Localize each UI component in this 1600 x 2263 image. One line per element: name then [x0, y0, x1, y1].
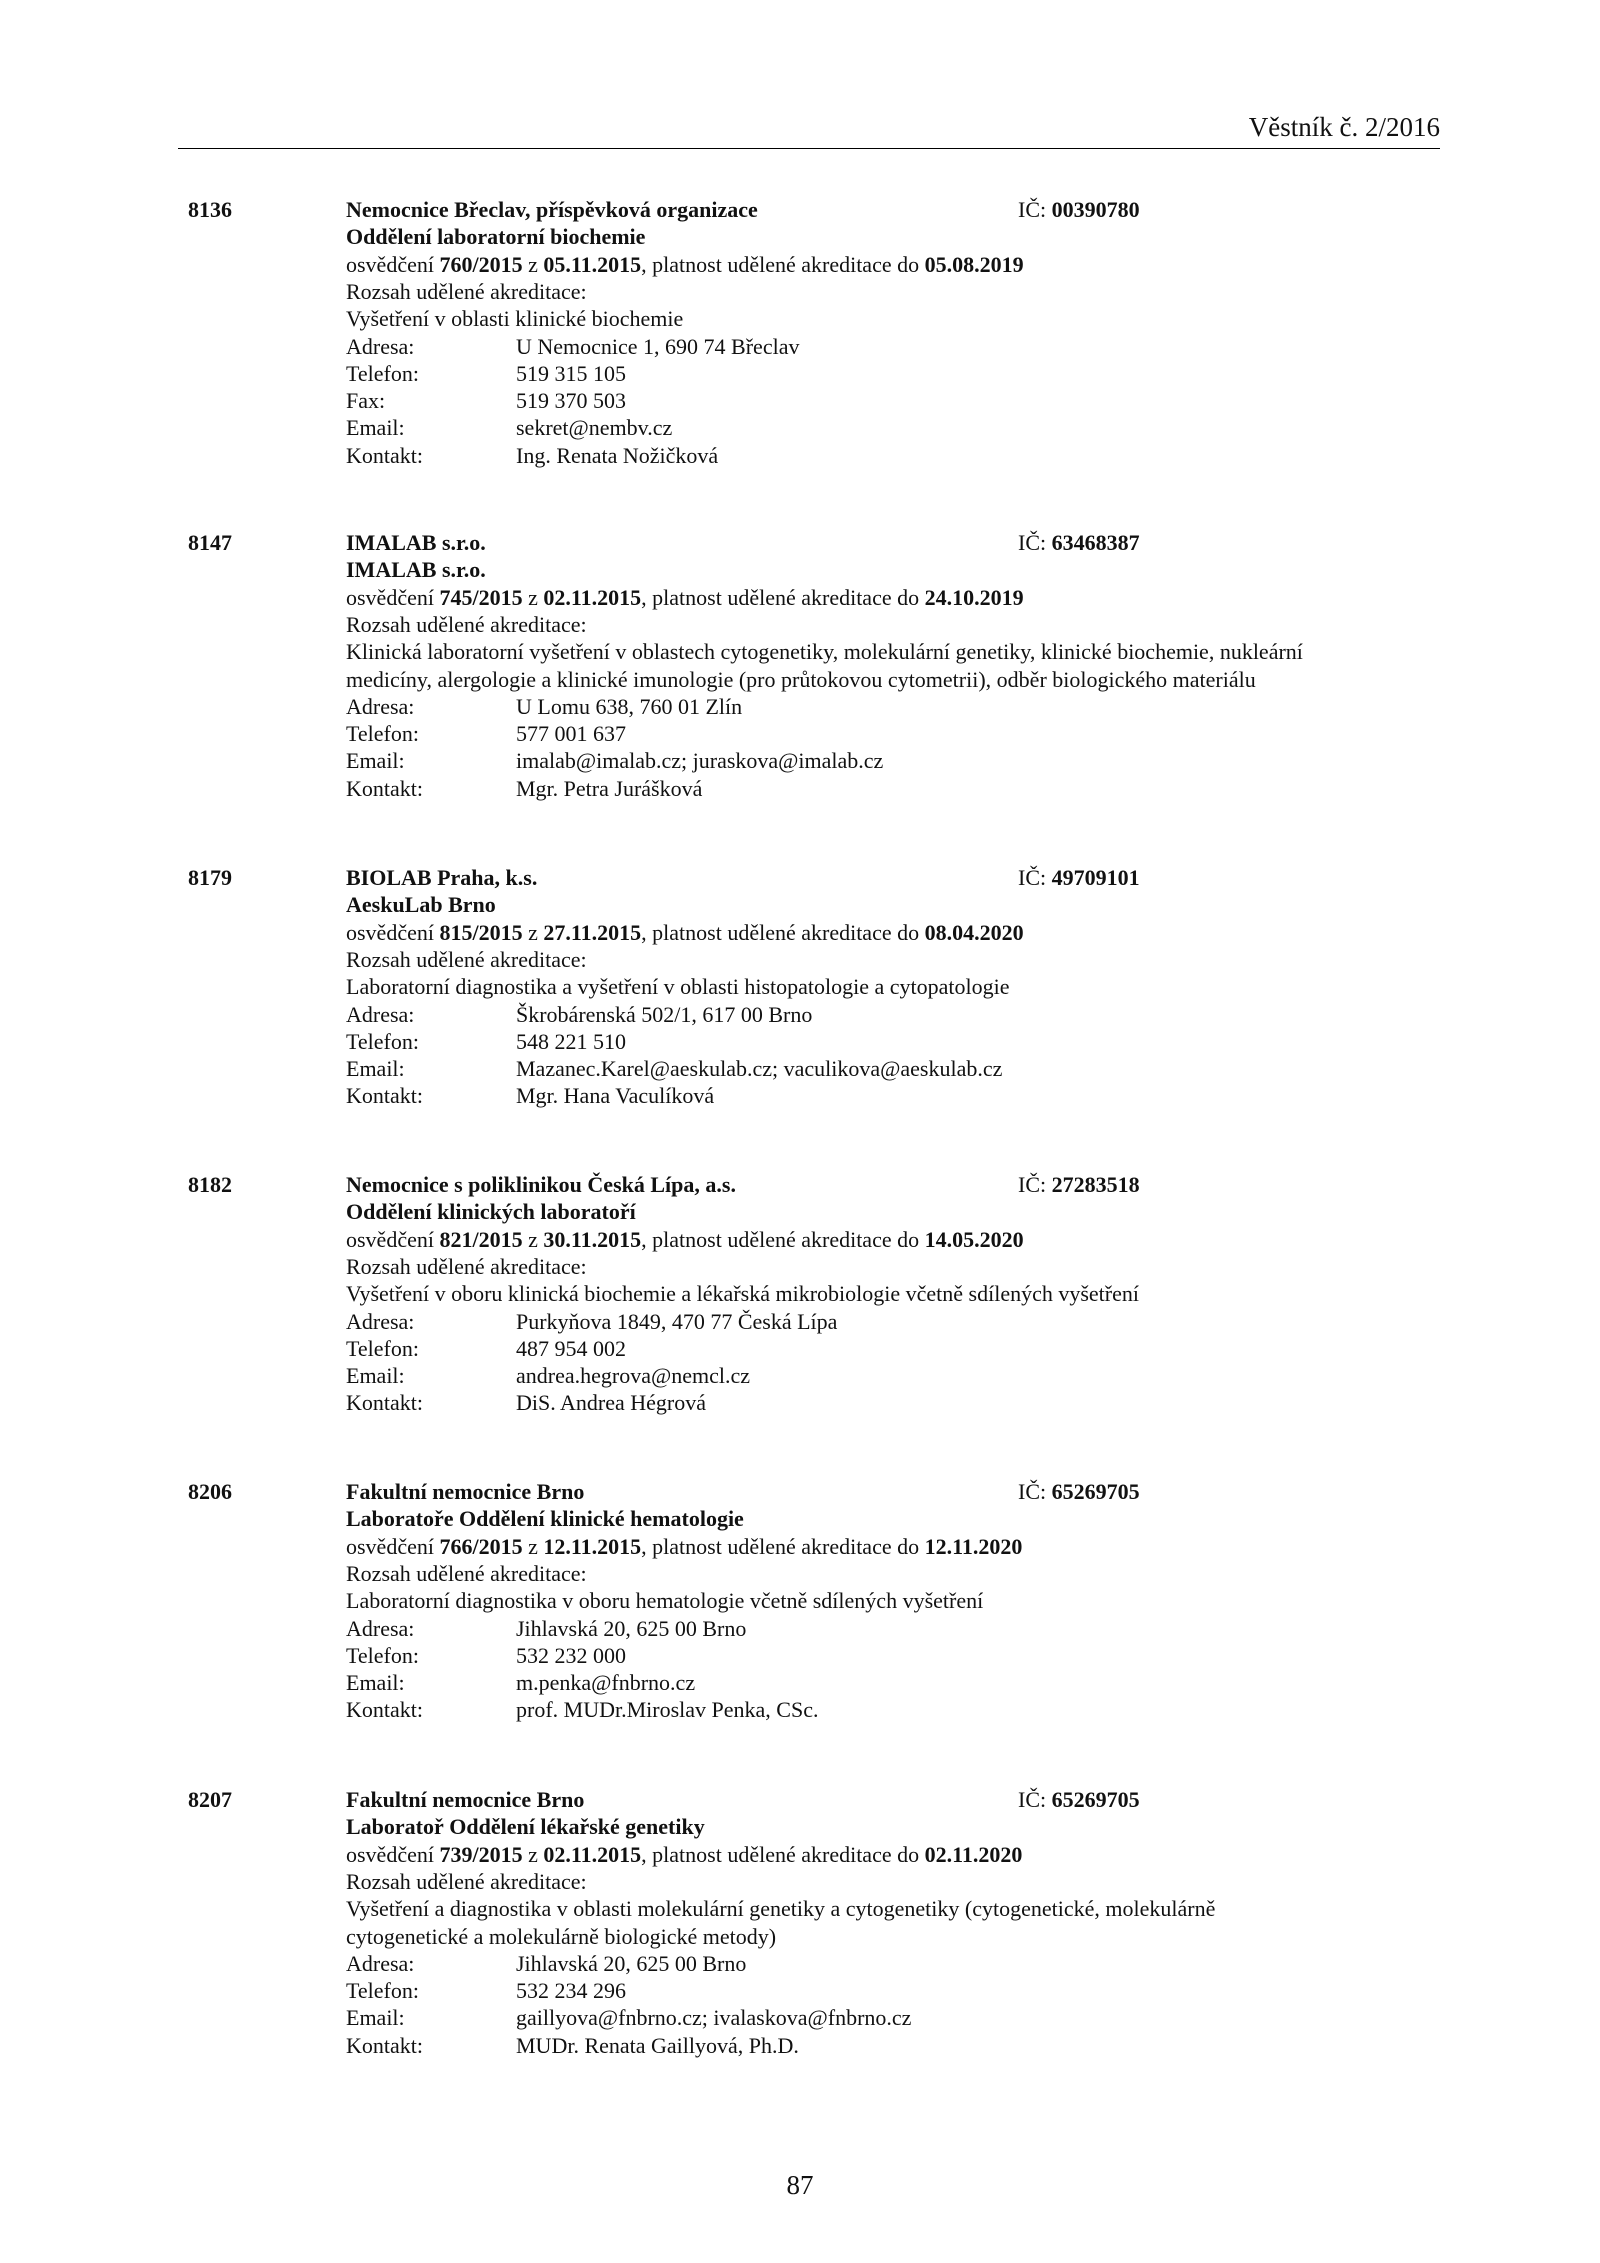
cert-number: 760/2015	[439, 251, 523, 277]
page-number: 87	[786, 2170, 814, 2200]
phone-row	[346, 720, 626, 747]
contact-value: Ing. Renata Nožičková	[516, 442, 719, 468]
ic-value: 65269705	[1051, 1479, 1140, 1504]
email-row	[346, 1055, 1002, 1082]
email-row	[346, 747, 883, 774]
contact-value: Mgr. Petra Jurášková	[516, 775, 703, 801]
department-text: AeskuLab Brno	[346, 892, 496, 918]
address-value: Jihlavská 20, 625 00 Brno	[516, 1950, 747, 1976]
scope-label	[346, 1868, 587, 1895]
contact-row	[346, 2032, 799, 2059]
cert-validity-label: , platnost udělené akreditace do	[641, 1533, 920, 1559]
phone-value: 532 234 296	[516, 1978, 626, 2004]
email-label: Email:	[346, 2005, 405, 2031]
entry-number: 8206	[188, 1479, 232, 1504]
ic-value: 49709101	[1051, 865, 1140, 890]
cert-number: 745/2015	[439, 584, 523, 610]
phone-value: 548 221 510	[516, 1028, 626, 1054]
ic-label: IČ:	[1018, 1172, 1047, 1197]
ic-label: IČ:	[1018, 197, 1047, 222]
scope-line: Laboratorní diagnostika a vyšetření v oblasti histopatologie a cytopatologie	[346, 974, 1010, 1000]
fax-row	[346, 387, 626, 414]
organization-name	[346, 1171, 736, 1198]
ic-label: IČ:	[1018, 1787, 1047, 1812]
ic-label: IČ:	[1018, 1479, 1047, 1504]
cert-z: z	[528, 251, 538, 277]
department-name	[346, 556, 486, 583]
address-row	[346, 1950, 746, 1977]
scope-label	[346, 278, 587, 305]
contact-label: Kontakt:	[346, 1390, 423, 1416]
cert-date: 12.11.2015	[543, 1533, 642, 1559]
cert-z: z	[528, 919, 538, 945]
phone-label: Telefon:	[346, 1028, 419, 1054]
address-label: Adresa:	[346, 1615, 415, 1641]
address-label: Adresa:	[346, 1308, 415, 1334]
address-value: U Lomu 638, 760 01 Zlín	[516, 693, 743, 719]
department-text: Laboratoř Oddělení lékařské genetiky	[346, 1814, 705, 1840]
contact-value: MUDr. Renata Gaillyová, Ph.D.	[516, 2032, 799, 2058]
phone-row	[346, 1335, 626, 1362]
cert-prefix: osvědčení	[346, 1841, 434, 1867]
ic-label: IČ:	[1018, 530, 1047, 555]
phone-value: 519 315 105	[516, 360, 626, 386]
address-row	[346, 1615, 746, 1642]
department-name	[346, 1505, 744, 1532]
certificate-line	[346, 1533, 1022, 1560]
ic-value: 27283518	[1051, 1172, 1140, 1197]
contact-row	[346, 775, 702, 802]
entry-number: 8182	[188, 1172, 232, 1197]
phone-label: Telefon:	[346, 1642, 419, 1668]
phone-value: 487 954 002	[516, 1335, 626, 1361]
email-row	[346, 414, 672, 441]
valid-until: 24.10.2019	[924, 584, 1024, 610]
scope-label-text: Rozsah udělené akreditace:	[346, 278, 587, 304]
certificate-line	[346, 584, 1024, 611]
department-name	[346, 1813, 705, 1840]
phone-row	[346, 1977, 626, 2004]
valid-until: 05.08.2019	[924, 251, 1024, 277]
cert-number: 821/2015	[439, 1226, 523, 1252]
email-label: Email:	[346, 1056, 405, 1082]
cert-prefix: osvědčení	[346, 1226, 434, 1252]
scope-text	[346, 638, 1303, 665]
page-header	[178, 112, 1440, 149]
valid-until: 12.11.2020	[924, 1533, 1023, 1559]
phone-row	[346, 360, 626, 387]
entry-number: 8136	[188, 197, 232, 222]
department-text: Laboratoře Oddělení klinické hematologie	[346, 1506, 744, 1532]
scope-text	[346, 305, 683, 332]
cert-number: 815/2015	[439, 919, 523, 945]
contact-row	[346, 1389, 706, 1416]
scope-label	[346, 946, 587, 973]
org-name-text: Nemocnice s poliklinikou Česká Lípa, a.s.	[346, 1172, 736, 1197]
certificate-line	[346, 919, 1024, 946]
org-name-text: Nemocnice Břeclav, příspěvková organizace	[346, 197, 758, 222]
cert-prefix: osvědčení	[346, 919, 434, 945]
ic-number	[1018, 1786, 1140, 1813]
department-text: Oddělení klinických laboratoří	[346, 1199, 636, 1225]
ic-number	[1018, 1478, 1140, 1505]
email-label: Email:	[346, 1363, 405, 1389]
certificate-line	[346, 1841, 1022, 1868]
cert-z: z	[528, 1226, 538, 1252]
cert-date: 30.11.2015	[543, 1226, 642, 1252]
scope-line: cytogenetické a molekulárně biologické metody)	[346, 1923, 777, 1949]
header-title: Věstník č. 2/2016	[1248, 112, 1440, 142]
email-value: Mazanec.Karel@aeskulab.cz; vaculikova@aeskulab.cz	[516, 1056, 1003, 1082]
entry-number: 8147	[188, 530, 232, 555]
scope-line: medicíny, alergologie a klinické imunologie (pro průtokovou cytometrii), odběr biologického materiálu	[346, 666, 1256, 692]
org-name-text: BIOLAB Praha, k.s.	[346, 865, 538, 890]
email-row	[346, 1362, 750, 1389]
email-value: gaillyova@fnbrno.cz; ivalaskova@fnbrno.cz	[516, 2005, 912, 2031]
fax-label: Fax:	[346, 388, 386, 414]
cert-date: 02.11.2015	[543, 584, 642, 610]
ic-number	[1018, 1171, 1140, 1198]
email-label: Email:	[346, 415, 405, 441]
cert-date: 02.11.2015	[543, 1841, 642, 1867]
ic-number	[1018, 529, 1140, 556]
contact-row	[346, 442, 718, 469]
department-text: Oddělení laboratorní biochemie	[346, 224, 646, 250]
scope-line: Klinická laboratorní vyšetření v oblastech cytogenetiky, molekulární genetiky, klinické biochemie, nukleární	[346, 639, 1303, 665]
phone-row	[346, 1028, 626, 1055]
cert-z: z	[528, 1533, 538, 1559]
department-text: IMALAB s.r.o.	[346, 557, 486, 583]
phone-value: 532 232 000	[516, 1642, 626, 1668]
scope-line: Vyšetření v oblasti klinické biochemie	[346, 306, 684, 332]
contact-label: Kontakt:	[346, 442, 423, 468]
address-label: Adresa:	[346, 1001, 415, 1027]
email-row	[346, 2004, 911, 2031]
scope-line: Laboratorní diagnostika v oboru hematologie včetně sdílených vyšetření	[346, 1588, 984, 1614]
phone-label: Telefon:	[346, 721, 419, 747]
fax-value: 519 370 503	[516, 388, 626, 414]
scope-label	[346, 1560, 587, 1587]
contact-label: Kontakt:	[346, 775, 423, 801]
cert-prefix: osvědčení	[346, 1533, 434, 1559]
cert-validity-label: , platnost udělené akreditace do	[641, 919, 920, 945]
email-label: Email:	[346, 748, 405, 774]
ic-number	[1018, 864, 1140, 891]
contact-row	[346, 1082, 714, 1109]
certificate-line	[346, 251, 1024, 278]
scope-label-text: Rozsah udělené akreditace:	[346, 1253, 587, 1279]
org-name-text: Fakultní nemocnice Brno	[346, 1479, 585, 1504]
department-name	[346, 223, 645, 250]
scope-label-text: Rozsah udělené akreditace:	[346, 611, 587, 637]
address-label: Adresa:	[346, 333, 415, 359]
address-row	[346, 1308, 837, 1335]
address-row	[346, 693, 742, 720]
organization-name	[346, 864, 537, 891]
org-name-text: IMALAB s.r.o.	[346, 530, 486, 555]
ic-value: 00390780	[1051, 197, 1140, 222]
cert-prefix: osvědčení	[346, 584, 434, 610]
department-name	[346, 1198, 636, 1225]
scope-label	[346, 611, 587, 638]
address-value: Jihlavská 20, 625 00 Brno	[516, 1615, 747, 1641]
contact-row	[346, 1696, 818, 1723]
address-value: U Nemocnice 1, 690 74 Břeclav	[516, 333, 800, 359]
organization-name	[346, 1786, 584, 1813]
cert-z: z	[528, 584, 538, 610]
scope-text	[346, 666, 1256, 693]
phone-value: 577 001 637	[516, 721, 626, 747]
scope-text	[346, 1587, 983, 1614]
scope-text	[346, 973, 1010, 1000]
address-value: Purkyňova 1849, 470 77 Česká Lípa	[516, 1308, 838, 1334]
email-value: sekret@nembv.cz	[516, 415, 673, 441]
cert-number: 766/2015	[439, 1533, 523, 1559]
scope-text	[346, 1280, 1139, 1307]
contact-value: Mgr. Hana Vaculíková	[516, 1083, 715, 1109]
org-name-text: Fakultní nemocnice Brno	[346, 1787, 585, 1812]
address-row	[346, 333, 799, 360]
cert-validity-label: , platnost udělené akreditace do	[641, 1841, 920, 1867]
ic-value: 63468387	[1051, 530, 1140, 555]
cert-date: 27.11.2015	[543, 919, 642, 945]
email-value: imalab@imalab.cz; juraskova@imalab.cz	[516, 748, 884, 774]
ic-label: IČ:	[1018, 865, 1047, 890]
address-row	[346, 1001, 812, 1028]
cert-validity-label: , platnost udělené akreditace do	[641, 251, 920, 277]
address-label: Adresa:	[346, 693, 415, 719]
phone-row	[346, 1642, 626, 1669]
phone-label: Telefon:	[346, 1978, 419, 2004]
organization-name	[346, 529, 486, 556]
cert-date: 05.11.2015	[543, 251, 642, 277]
cert-validity-label: , platnost udělené akreditace do	[641, 1226, 920, 1252]
scope-label-text: Rozsah udělené akreditace:	[346, 1560, 587, 1586]
entry-number: 8207	[188, 1787, 232, 1812]
contact-value: DiS. Andrea Hégrová	[516, 1390, 707, 1416]
cert-validity-label: , platnost udělené akreditace do	[641, 584, 920, 610]
scope-label-text: Rozsah udělené akreditace:	[346, 946, 587, 972]
organization-name	[346, 196, 758, 223]
department-name	[346, 891, 496, 918]
ic-number	[1018, 196, 1140, 223]
ic-value: 65269705	[1051, 1787, 1140, 1812]
email-value: m.penka@fnbrno.cz	[516, 1670, 696, 1696]
contact-label: Kontakt:	[346, 1697, 423, 1723]
contact-value: prof. MUDr.Miroslav Penka, CSc.	[516, 1697, 819, 1723]
valid-until: 14.05.2020	[924, 1226, 1024, 1252]
address-label: Adresa:	[346, 1950, 415, 1976]
phone-label: Telefon:	[346, 360, 419, 386]
email-label: Email:	[346, 1670, 405, 1696]
scope-line: Vyšetření a diagnostika v oblasti molekulární genetiky a cytogenetiky (cytogenetické, molekulárně	[346, 1896, 1216, 1922]
certificate-line	[346, 1226, 1024, 1253]
contact-label: Kontakt:	[346, 1083, 423, 1109]
scope-line: Vyšetření v oboru klinická biochemie a lékařská mikrobiologie včetně sdílených vyšetření	[346, 1281, 1139, 1307]
cert-prefix: osvědčení	[346, 251, 434, 277]
scope-text	[346, 1923, 776, 1950]
scope-label	[346, 1253, 587, 1280]
entry-number: 8179	[188, 865, 232, 890]
phone-label: Telefon:	[346, 1335, 419, 1361]
scope-label-text: Rozsah udělené akreditace:	[346, 1868, 587, 1894]
scope-text	[346, 1895, 1215, 1922]
cert-number: 739/2015	[439, 1841, 523, 1867]
email-row	[346, 1669, 695, 1696]
address-value: Škrobárenská 502/1, 617 00 Brno	[516, 1001, 813, 1027]
email-value: andrea.hegrova@nemcl.cz	[516, 1363, 751, 1389]
organization-name	[346, 1478, 584, 1505]
valid-until: 08.04.2020	[924, 919, 1024, 945]
contact-label: Kontakt:	[346, 2032, 423, 2058]
valid-until: 02.11.2020	[924, 1841, 1023, 1867]
cert-z: z	[528, 1841, 538, 1867]
